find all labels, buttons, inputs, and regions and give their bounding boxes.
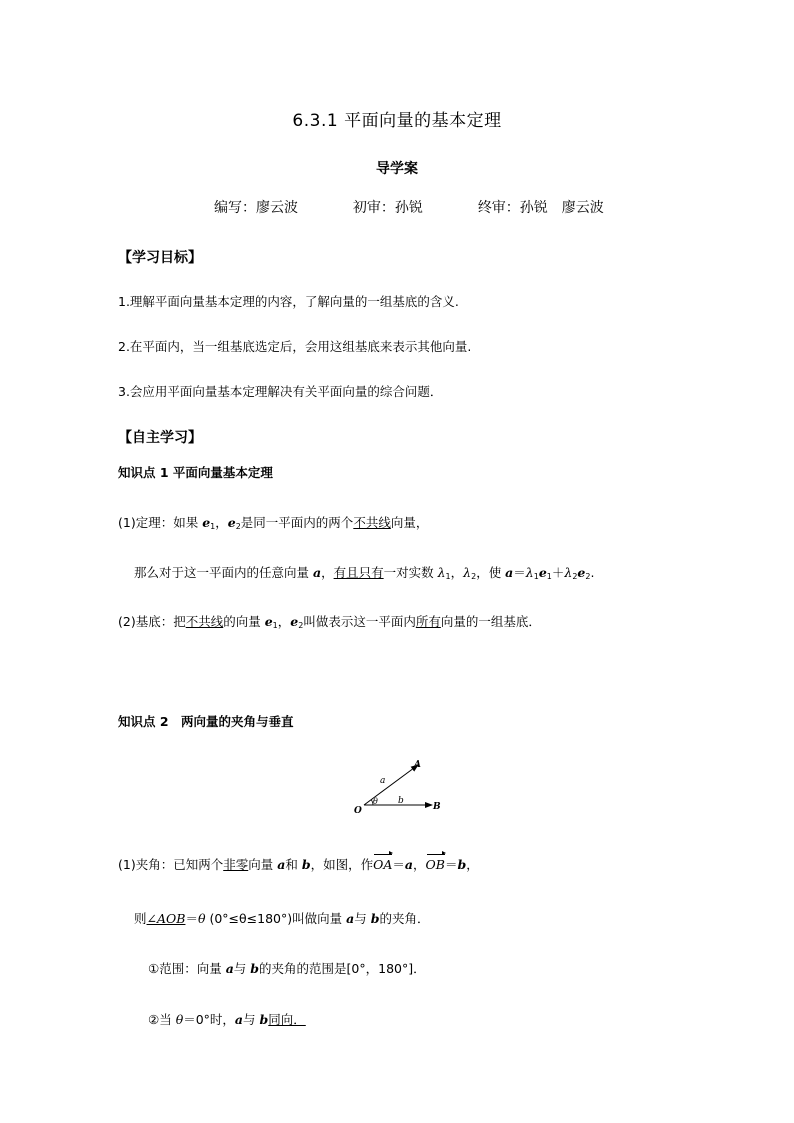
vector-b: b <box>301 857 311 872</box>
underlined-term: 同向． <box>268 1012 306 1027</box>
lambda: λ <box>463 565 472 580</box>
angle-definition <box>118 855 479 873</box>
knowledge-point-1-title: 知识点 1 平面向量基本定理 <box>118 465 273 480</box>
subscript: 2 <box>471 572 477 581</box>
subscript: 1 <box>272 621 278 630</box>
text: 那么对于这一平面内的任意向量 <box>134 565 313 580</box>
text: 的夹角的范围是[0°，180°]． <box>259 961 426 976</box>
label-b: b <box>398 796 404 806</box>
final-review-label: 终审：孙锐 廖云波 <box>477 200 604 216</box>
basis-definition <box>118 612 541 630</box>
text: 与 <box>233 961 251 976</box>
theta: θ <box>197 911 206 926</box>
subscript: 1 <box>445 572 451 581</box>
text: 叫做表示这一平面内 <box>303 614 416 629</box>
subscript: 2 <box>298 621 304 630</box>
lambda: λ <box>525 565 534 580</box>
text: 和 <box>285 857 302 872</box>
page-subtitle: 导学案 <box>376 161 418 177</box>
text: ①范围：向量 <box>148 961 226 976</box>
text: ， <box>277 614 291 629</box>
subscript: 1 <box>210 522 216 531</box>
vector-b: b <box>259 1012 269 1027</box>
angle-range <box>148 959 426 977</box>
vector-a: a <box>312 565 322 580</box>
text: ＝0°时， <box>183 1012 235 1027</box>
vector-ob: OB <box>425 857 445 872</box>
vector-a: a <box>505 565 514 580</box>
theta: θ <box>175 1012 184 1027</box>
underlined-term: 所有 <box>415 614 441 629</box>
text: 一对实数 <box>383 565 438 580</box>
objective-1: 1.理解平面向量基本定理的内容，了解向量的一组基底的含义. <box>118 294 459 309</box>
knowledge-point-2-title: 知识点 2 两向量的夹角与垂直 <box>118 714 294 729</box>
vector-e1: e <box>538 565 547 580</box>
angle-statement <box>134 909 429 927</box>
plus: ＋ <box>551 565 565 580</box>
label-B: B <box>433 802 441 812</box>
text: (1)定理：如果 <box>118 515 203 530</box>
vector-e1: e <box>202 515 211 530</box>
text: 向量， <box>390 515 429 530</box>
vector-e2: e <box>290 614 299 629</box>
label-theta: θ <box>373 797 378 806</box>
vector-a: a <box>234 1012 244 1027</box>
same-direction-case <box>148 1010 306 1028</box>
equals: ＝ <box>185 911 198 926</box>
text: 的向量 <box>223 614 265 629</box>
text: (0°≤θ≤180°)叫做向量 <box>205 911 347 926</box>
text: ②当 <box>148 1012 176 1027</box>
text: (1)夹角：已知两个 <box>118 857 224 872</box>
vector-b: b <box>250 961 260 976</box>
comma: ， <box>466 857 479 872</box>
text: ， <box>215 515 228 530</box>
self-study-heading: 【自主学习】 <box>118 430 202 446</box>
text: 与 <box>354 911 371 926</box>
subscript: 1 <box>546 572 552 581</box>
label-a: a <box>380 776 386 786</box>
label-O: O <box>354 806 362 816</box>
objective-2: 2.在平面内，当一组基底选定后，会用这组基底来表示其他向量. <box>118 339 472 354</box>
text: 向量 <box>248 857 278 872</box>
text: 向量的一组基底． <box>440 614 541 629</box>
vector-b: b <box>457 857 467 872</box>
angle-figure <box>348 752 448 820</box>
text: 是同一平面内的两个 <box>240 515 354 530</box>
vector-a: a <box>225 961 234 976</box>
review-label: 初审：孙锐 <box>352 200 423 216</box>
underlined-term: 有且只有 <box>333 565 384 580</box>
underlined-term: 不共线 <box>185 614 224 629</box>
subscript: 2 <box>235 522 241 531</box>
text: ，使 <box>476 565 506 580</box>
vector-a: a <box>404 857 413 872</box>
authors-line <box>214 197 604 217</box>
text: 与 <box>243 1012 260 1027</box>
equals: ＝ <box>513 565 526 580</box>
text: ， <box>450 565 464 580</box>
text: 则 <box>134 911 147 926</box>
equals: ＝ <box>392 857 405 872</box>
vector-oa: OA <box>373 857 393 872</box>
underlined-term: 非零 <box>223 857 249 872</box>
vector-e1: e <box>264 614 273 629</box>
period: . <box>590 565 595 580</box>
underlined-term: 不共线 <box>353 515 391 530</box>
text: (2)基底：把 <box>118 614 186 629</box>
lambda: λ <box>437 565 446 580</box>
objective-3: 3.会应用平面向量基本定理解决有关平面向量的综合问题． <box>118 384 443 399</box>
page-title: 6.3.1 平面向量的基本定理 <box>292 111 502 131</box>
label-A: A <box>414 760 421 770</box>
equals: ＝ <box>444 857 458 872</box>
theorem-statement <box>134 563 594 581</box>
text: ，如图，作 <box>310 857 374 872</box>
comma: ， <box>412 857 426 872</box>
text: ， <box>321 565 334 580</box>
theorem-definition <box>118 513 428 531</box>
vector-b: b <box>370 911 380 926</box>
subscript: 2 <box>572 572 578 581</box>
subscript: 2 <box>585 572 591 581</box>
vector-e2: e <box>577 565 586 580</box>
vector-a: a <box>277 857 286 872</box>
subscript: 1 <box>533 572 539 581</box>
angle-aob: ∠AOB <box>146 911 186 926</box>
text: 的夹角． <box>379 911 430 926</box>
vector-a: a <box>346 911 355 926</box>
author-label: 编写：廖云波 <box>214 200 298 216</box>
lambda: λ <box>564 565 573 580</box>
vector-e2: e <box>227 515 236 530</box>
objectives-heading: 【学习目标】 <box>118 250 202 266</box>
